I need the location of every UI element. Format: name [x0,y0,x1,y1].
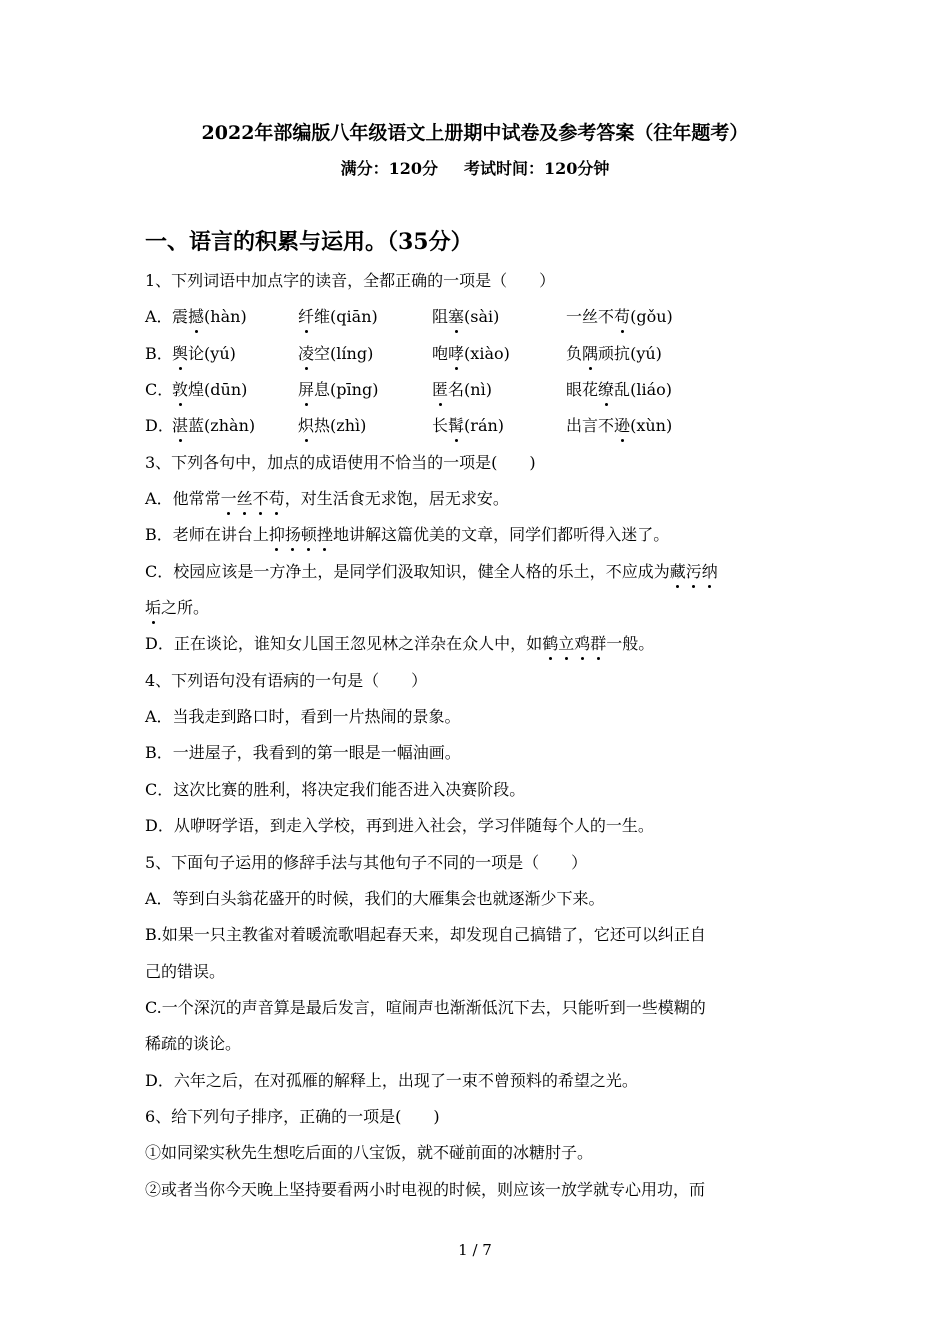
emphasis-char: 挫 [317,517,333,553]
option-item: 震撼(hàn) [172,299,298,335]
emphasis-char: 纳 [702,554,718,590]
option-item: 一丝不苟(gǒu) [566,299,673,335]
emphasis-char: 塞 [448,299,464,335]
emphasis-char: 凌 [298,336,314,372]
emphasis-char: 不 [253,481,269,517]
exam-title: 2022年部编版八年级语文上册期中试卷及参考答案（往年题考） [201,122,749,144]
question-body [145,263,815,1208]
emphasis-char: 一 [221,481,237,517]
emphasis-char: 撼 [188,299,204,335]
q3-option-c-line1: C．校园应该是一方净土，是同学们汲取知识，健全人格的乐土，不应成为藏污纳 [145,554,815,590]
emphasis-char: 抑 [269,517,285,553]
option-item: 匿名(nì) [432,372,566,408]
emphasis-char: 扬 [285,517,301,553]
q3-stem: 3、下列各句中，加点的成语使用不恰当的一项是( ) [145,452,536,472]
q6-stem: 6、给下列句子排序，正确的一项是( ) [145,1106,440,1126]
page-number: 1 / 7 [458,1241,492,1259]
option-label: A． [145,307,173,327]
q5-option-c-line2: 稀疏的谈论。 [145,1034,242,1054]
emphasis-char: 鹤 [542,626,558,662]
emphasis-char: 炽 [298,408,314,444]
option-item: 长髯(rán) [432,408,566,444]
emphasis-char: 屏 [298,372,314,408]
emphasis-char: 立 [558,626,574,662]
section-heading: 一、语言的积累与运用。（35分） [145,229,473,255]
full-score: 满分：120分 [340,159,438,178]
option-item: 敦煌(dūn) [172,372,298,408]
emphasis-char: 敦 [172,372,188,408]
q6-sentence-2: ②或者当你今天晚上坚持要看两小时电视的时候，则应该一放学就专心用功，而 [145,1179,706,1199]
q4-option-b: B．一进屋子，我看到的第一眼是一幅油画。 [145,743,461,763]
emphasis-char: 髯 [448,408,464,444]
emphasis-char: 藏 [670,554,686,590]
option-item: 湛蓝(zhàn) [172,408,298,444]
option-item: 出言不逊(xùn) [566,408,672,444]
emphasis-char: 缭 [598,372,614,408]
q6-sentence-1: ①如同梁实秋先生想吃后面的八宝饭，就不碰前面的冰糖肘子。 [145,1143,594,1163]
exam-time: 考试时间：120分钟 [464,159,610,178]
q4-option-d: D．从咿呀学语，到走入学校，再到进入社会，学习伴随每个人的一生。 [145,816,654,836]
q3-option-b: B．老师在讲台上抑扬顿挫地讲解这篇优美的文章，同学们都听得入迷了。 [145,517,815,553]
q5-option-c-line1: C.一个深沉的声音算是最后发言，喧闹声也渐渐低沉下去，只能听到一些模糊的 [145,997,706,1017]
q4-option-c: C．这次比赛的胜利，将决定我们能否进入决赛阶段。 [145,779,526,799]
q3-option-c-line2: 垢之所。 [145,590,815,626]
q4-stem: 4、下列语句没有语病的一句是（ ） [145,670,428,690]
emphasis-char: 舆 [172,336,188,372]
option-item: 眼花缭乱(liáo) [566,372,672,408]
q5-option-b-line1: B.如果一只主教雀对着暖流歌唱起春天来，却发现自己搞错了，它还可以纠正自 [145,925,706,945]
emphasis-char: 隅 [582,336,598,372]
option-item: 屏息(pīng) [298,372,432,408]
emphasis-char: 污 [686,554,702,590]
option-label: D． [145,416,174,436]
emphasis-char: 苟 [614,299,630,335]
q1-option-c [145,372,815,408]
emphasis-char: 顿 [301,517,317,553]
option-item: 纤维(qiān) [298,299,432,335]
option-item: 负隅顽抗(yú) [566,336,662,372]
emphasis-char: 丝 [237,481,253,517]
q1-option-b [145,336,815,372]
q4-option-a: A．当我走到路口时，看到一片热闹的景象。 [145,707,461,727]
q3-option-a: A．他常常一丝不苟，对生活食无求饱，居无求安。 [145,481,815,517]
emphasis-char: 逊 [614,408,630,444]
option-item: 舆论(yú) [172,336,298,372]
option-item: 凌空(líng) [298,336,432,372]
emphasis-char: 纤 [298,299,314,335]
emphasis-char: 群 [590,626,606,662]
emphasis-char: 哮 [448,336,464,372]
option-item: 炽热(zhì) [298,408,432,444]
emphasis-char: 湛 [172,408,188,444]
exam-info [0,157,950,181]
q1-option-d [145,408,815,444]
emphasis-char: 匿 [432,372,448,408]
q5-option-d: D．六年之后，在对孤雁的解释上，出现了一束不曾预料的希望之光。 [145,1070,638,1090]
option-item: 咆哮(xiào) [432,336,566,372]
emphasis-char: 鸡 [574,626,590,662]
emphasis-char: 垢 [145,590,161,626]
option-item: 阻塞(sài) [432,299,566,335]
q5-option-a: A．等到白头翁花盛开的时候，我们的大雁集会也就逐渐少下来。 [145,888,605,908]
q3-option-d: D．正在谈论，谁知女儿国王忽见林之洋杂在众人中，如鹤立鸡群一般。 [145,626,815,662]
q1-stem: 1、下列词语中加点字的读音，全都正确的一项是（ ） [145,271,556,290]
emphasis-char: 苟 [269,481,285,517]
q5-option-b-line2: 己的错误。 [145,961,226,981]
q5-stem: 5、下面句子运用的修辞手法与其他句子不同的一项是（ ） [145,852,588,872]
option-label: B． [145,343,173,363]
q1-option-a [145,299,815,335]
option-label: C． [145,380,174,400]
